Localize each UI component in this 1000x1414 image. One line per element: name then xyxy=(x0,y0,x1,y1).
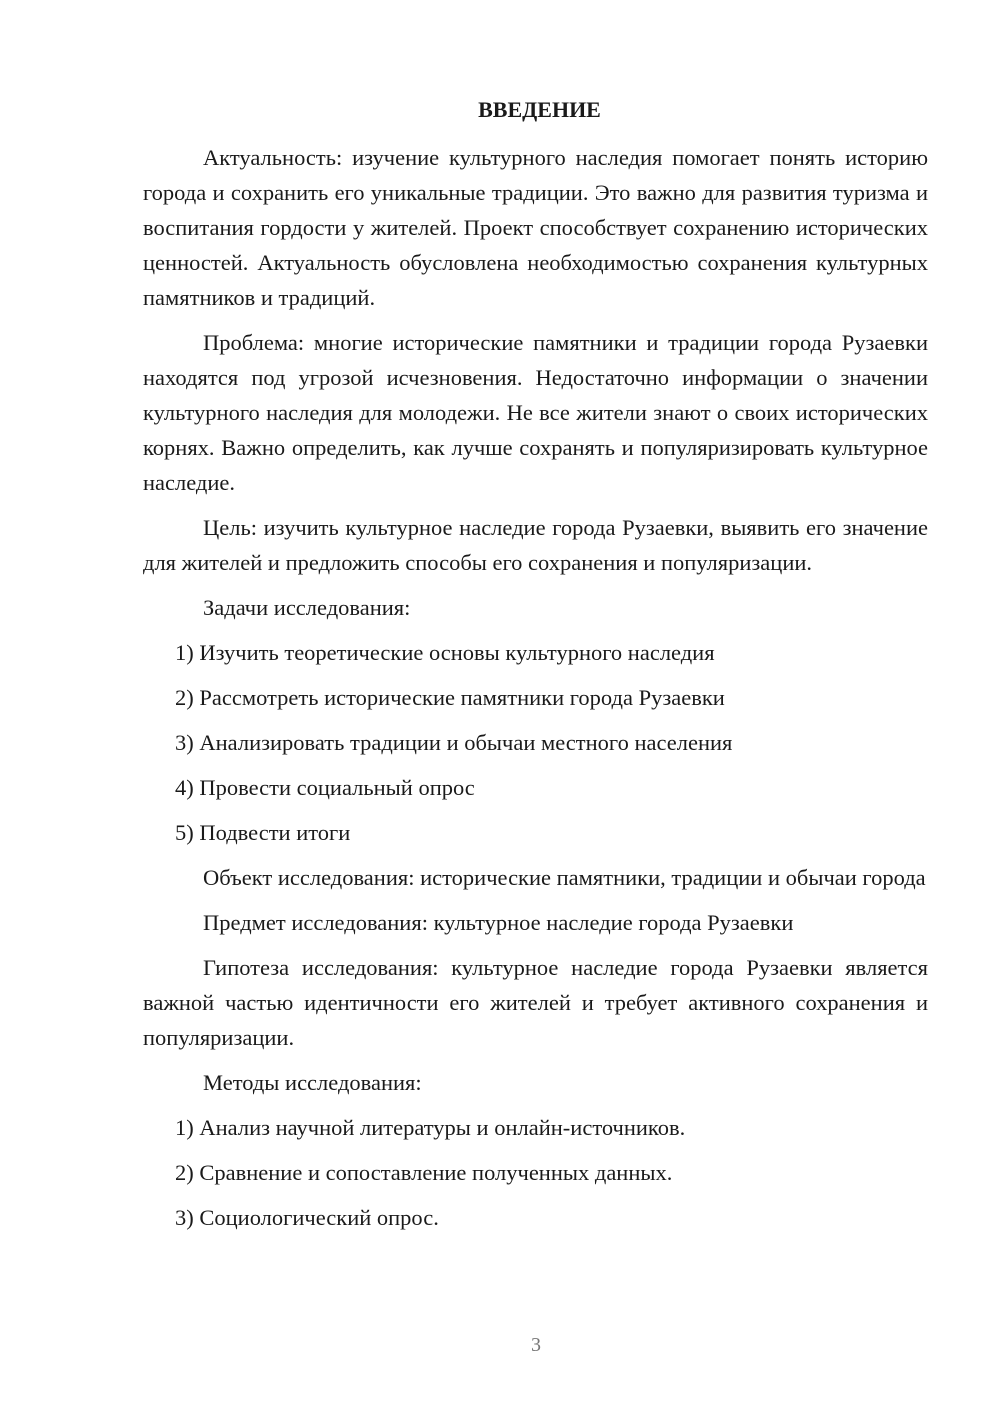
relevance-paragraph: Актуальность: изучение культурного наследия помогает понять историю города и сохранить его уникальные традиции. Это важно для развития туризма и воспитания гордости у жителей. Проект способствует сохранению исторических ценностей. Актуальность обусловлена необходимостью сохранения культурных памятников и традиций. xyxy=(143,145,928,310)
task-item: 4) Провести социальный опрос xyxy=(175,775,475,800)
method-item: 2) Сравнение и сопоставление полученных данных. xyxy=(175,1160,673,1185)
methods-heading: Методы исследования: xyxy=(203,1070,422,1095)
subject-paragraph: Предмет исследования: культурное наследие города Рузаевки xyxy=(203,910,794,935)
method-item: 1) Анализ научной литературы и онлайн-источников. xyxy=(175,1115,686,1140)
page-number: 3 xyxy=(531,1334,541,1356)
tasks-list xyxy=(143,635,928,850)
document-page xyxy=(143,95,928,1245)
task-item: 3) Анализировать традиции и обычаи местного населения xyxy=(175,730,733,755)
task-item: 5) Подвести итоги xyxy=(175,820,351,845)
tasks-heading: Задачи исследования: xyxy=(203,595,411,620)
task-item: 1) Изучить теоретические основы культурного наследия xyxy=(175,640,715,665)
goal-paragraph: Цель: изучить культурное наследие города Рузаевки, выявить его значение для жителей и предложить способы его сохранения и популяризации. xyxy=(143,515,928,575)
methods-list xyxy=(143,1110,928,1235)
document-title: ВВЕДЕНИЕ xyxy=(478,97,601,122)
task-item: 2) Рассмотреть исторические памятники города Рузаевки xyxy=(175,685,725,710)
problem-paragraph: Проблема: многие исторические памятники и традиции города Рузаевки находятся под угрозой исчезновения. Недостаточно информации о значении культурного наследия для молодежи. Не все жители знают о своих исторических корнях. Важно определить, как лучше сохранять и популяризировать культурное наследие. xyxy=(143,330,928,495)
hypothesis-paragraph: Гипотеза исследования: культурное наследие города Рузаевки является важной частью идентичности его жителей и требует активного сохранения и популяризации. xyxy=(143,955,928,1050)
object-paragraph: Объект исследования: исторические памятники, традиции и обычаи города xyxy=(203,865,926,890)
method-item: 3) Социологический опрос. xyxy=(175,1205,439,1230)
